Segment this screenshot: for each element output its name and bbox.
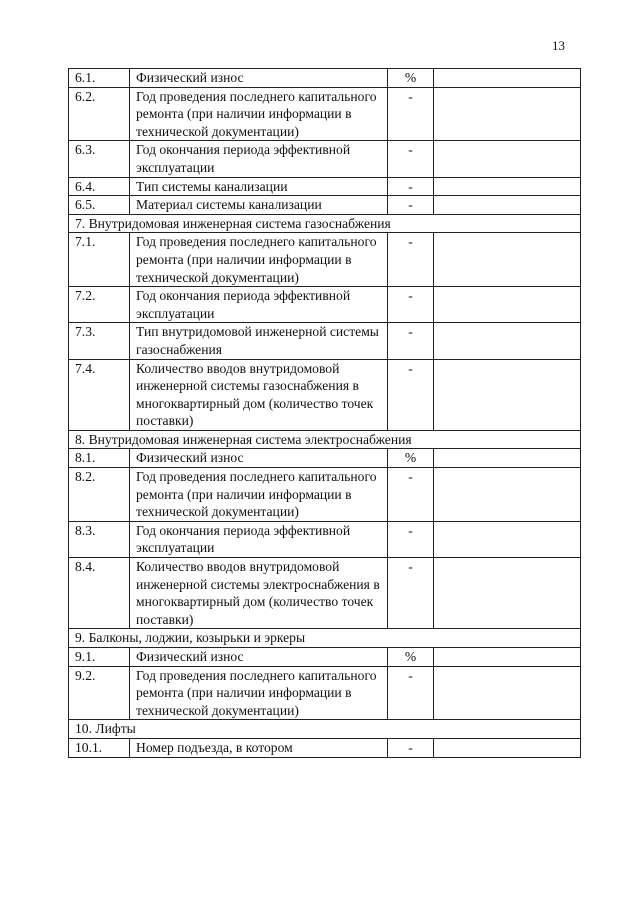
item-number: 6.1. (69, 69, 130, 88)
item-value (434, 177, 581, 196)
table-row (69, 323, 581, 359)
item-number: 7.2. (69, 287, 130, 323)
item-name: Физический износ (130, 648, 388, 667)
item-name: Физический износ (130, 449, 388, 468)
item-number: 10.1. (69, 738, 130, 757)
item-number: 8.4. (69, 558, 130, 629)
section-title: 7. Внутридомовая инженерная система газоснабжения (69, 214, 581, 233)
page-number: 13 (552, 38, 565, 53)
item-unit: - (388, 87, 434, 141)
item-value (434, 287, 581, 323)
item-unit: - (388, 666, 434, 720)
item-value (434, 69, 581, 88)
section-header-row (69, 629, 581, 648)
item-name: Год окончания периода эффективной эксплуатации (130, 287, 388, 323)
table-row (69, 359, 581, 430)
item-value (434, 233, 581, 287)
item-name: Количество вводов внутридомовой инженерной системы газоснабжения в многоквартирный дом (количество точек поставки) (130, 359, 388, 430)
item-number: 8.3. (69, 521, 130, 557)
item-unit: - (388, 323, 434, 359)
item-value (434, 87, 581, 141)
item-number: 6.5. (69, 196, 130, 215)
item-value (434, 468, 581, 522)
table-row (69, 69, 581, 88)
item-value (434, 141, 581, 177)
item-unit: - (388, 177, 434, 196)
item-name: Год проведения последнего капитального ремонта (при наличии информации в технической документации) (130, 468, 388, 522)
item-value (434, 196, 581, 215)
item-number: 6.4. (69, 177, 130, 196)
table-row (69, 196, 581, 215)
table-row (69, 177, 581, 196)
item-name: Год проведения последнего капитального ремонта (при наличии информации в технической документации) (130, 233, 388, 287)
table-row (69, 449, 581, 468)
item-name: Материал системы канализации (130, 196, 388, 215)
item-number: 7.1. (69, 233, 130, 287)
table-row (69, 558, 581, 629)
table-row (69, 738, 581, 757)
item-unit: - (388, 141, 434, 177)
item-number: 8.1. (69, 449, 130, 468)
table-row (69, 521, 581, 557)
item-name: Количество вводов внутридомовой инженерной системы электроснабжения в многоквартирный дом (количество точек поставки) (130, 558, 388, 629)
item-name: Год проведения последнего капитального ремонта (при наличии информации в технической документации) (130, 87, 388, 141)
section-header-row (69, 214, 581, 233)
item-number: 8.2. (69, 468, 130, 522)
item-value (434, 359, 581, 430)
item-value (434, 323, 581, 359)
item-name: Год проведения последнего капитального ремонта (при наличии информации в технической документации) (130, 666, 388, 720)
item-unit: - (388, 738, 434, 757)
table-row (69, 287, 581, 323)
item-number: 9.1. (69, 648, 130, 667)
item-unit: - (388, 558, 434, 629)
item-value (434, 666, 581, 720)
item-number: 7.4. (69, 359, 130, 430)
item-unit: - (388, 287, 434, 323)
passport-table (68, 68, 581, 758)
item-name: Год окончания периода эффективной эксплуатации (130, 141, 388, 177)
item-value (434, 558, 581, 629)
item-value (434, 738, 581, 757)
table-row (69, 468, 581, 522)
item-number: 9.2. (69, 666, 130, 720)
item-name: Физический износ (130, 69, 388, 88)
table-row (69, 141, 581, 177)
table-row (69, 648, 581, 667)
table-row (69, 666, 581, 720)
section-title: 9. Балконы, лоджии, козырьки и эркеры (69, 629, 581, 648)
section-header-row (69, 720, 581, 739)
item-name: Год окончания периода эффективной эксплуатации (130, 521, 388, 557)
item-number: 7.3. (69, 323, 130, 359)
item-unit: - (388, 359, 434, 430)
section-title: 8. Внутридомовая инженерная система электроснабжения (69, 430, 581, 449)
item-value (434, 648, 581, 667)
item-number: 6.3. (69, 141, 130, 177)
item-unit: % (388, 449, 434, 468)
item-value (434, 449, 581, 468)
item-unit: % (388, 648, 434, 667)
item-number: 6.2. (69, 87, 130, 141)
table-row (69, 87, 581, 141)
item-unit: - (388, 196, 434, 215)
item-unit: % (388, 69, 434, 88)
section-title: 10. Лифты (69, 720, 581, 739)
section-header-row (69, 430, 581, 449)
item-value (434, 521, 581, 557)
item-name: Тип внутридомовой инженерной системы газоснабжения (130, 323, 388, 359)
table-row (69, 233, 581, 287)
item-unit: - (388, 521, 434, 557)
item-unit: - (388, 468, 434, 522)
item-name: Номер подъезда, в котором (130, 738, 388, 757)
item-name: Тип системы канализации (130, 177, 388, 196)
item-unit: - (388, 233, 434, 287)
